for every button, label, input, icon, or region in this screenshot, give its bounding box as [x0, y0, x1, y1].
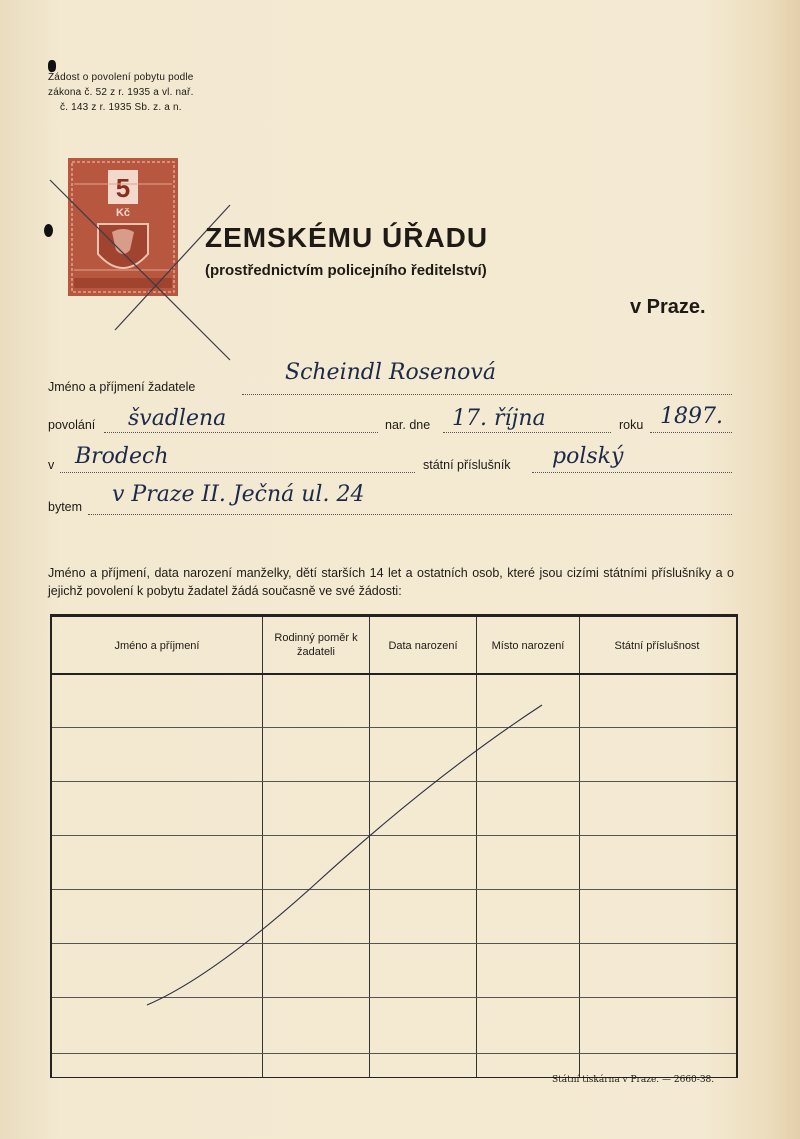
stamp-cancellation-lines [40, 150, 240, 370]
col-header-relation: Rodinný poměr k žadateli [274, 632, 358, 658]
citizenship-value: polský [552, 444, 624, 469]
place-field-line [60, 471, 415, 473]
residence-field-line [88, 513, 732, 515]
legal-reference [48, 70, 248, 115]
residence-label: bytem [48, 500, 83, 514]
year-value: 1897. [660, 404, 723, 429]
col-header-citizenship: Státní příslušnost [614, 640, 700, 652]
cancel-diagonal-line [52, 617, 736, 1077]
ref-line-1: Žádost o povolení pobytu podle [48, 72, 194, 83]
col-header-birthplace: Místo narození [491, 640, 565, 652]
citizenship-label: státní příslušník [423, 458, 511, 472]
col-header-birthdate: Data narození [388, 640, 458, 652]
born-value: 17. října [452, 406, 546, 431]
stamp-value: 5 [115, 173, 131, 203]
ref-line-3: č. 143 z r. 1935 Sb. z. a n. [60, 102, 182, 113]
name-value: Scheindl Rosenová [285, 360, 496, 385]
page-title: ZEMSKÉMU ÚŘADU [205, 222, 489, 253]
city-label: v Praze. [630, 296, 706, 318]
born-label: nar. dne [385, 418, 431, 432]
instructions-text: Jméno a příjmení, data narození manželky, dětí starších 14 let a ostatních osob, které jsou cizími státními příslušníky a o jejichž povolení k pobytu žadatel žádá současně ve své žádosti: [48, 566, 734, 598]
occupation-label: povolání [48, 418, 96, 432]
name-label: Jméno a příjmení žadatele [48, 380, 196, 394]
stamp-currency: Kč [115, 207, 131, 219]
citizenship-field-line [532, 471, 732, 473]
year-label: roku [619, 418, 644, 432]
printer-imprint: Státní tiskárna v Praze. — 2660-38. [552, 1075, 715, 1085]
occupation-field-line [104, 431, 378, 433]
col-header-name: Jméno a příjmení [114, 640, 200, 652]
name-field-line [242, 393, 732, 395]
page-subtitle: (prostřednictvím policejního ředitelství) [205, 262, 487, 279]
place-value: Brodech [75, 444, 169, 469]
persons-table [50, 614, 738, 1078]
place-label: v [48, 458, 55, 472]
residence-value: v Praze II. Ječná ul. 24 [112, 482, 365, 507]
born-field-line [443, 431, 611, 433]
year-field-line [650, 431, 732, 433]
occupation-value: švadlena [128, 406, 227, 431]
ref-line-2: zákona č. 52 z r. 1935 a vl. nař. [48, 87, 194, 98]
